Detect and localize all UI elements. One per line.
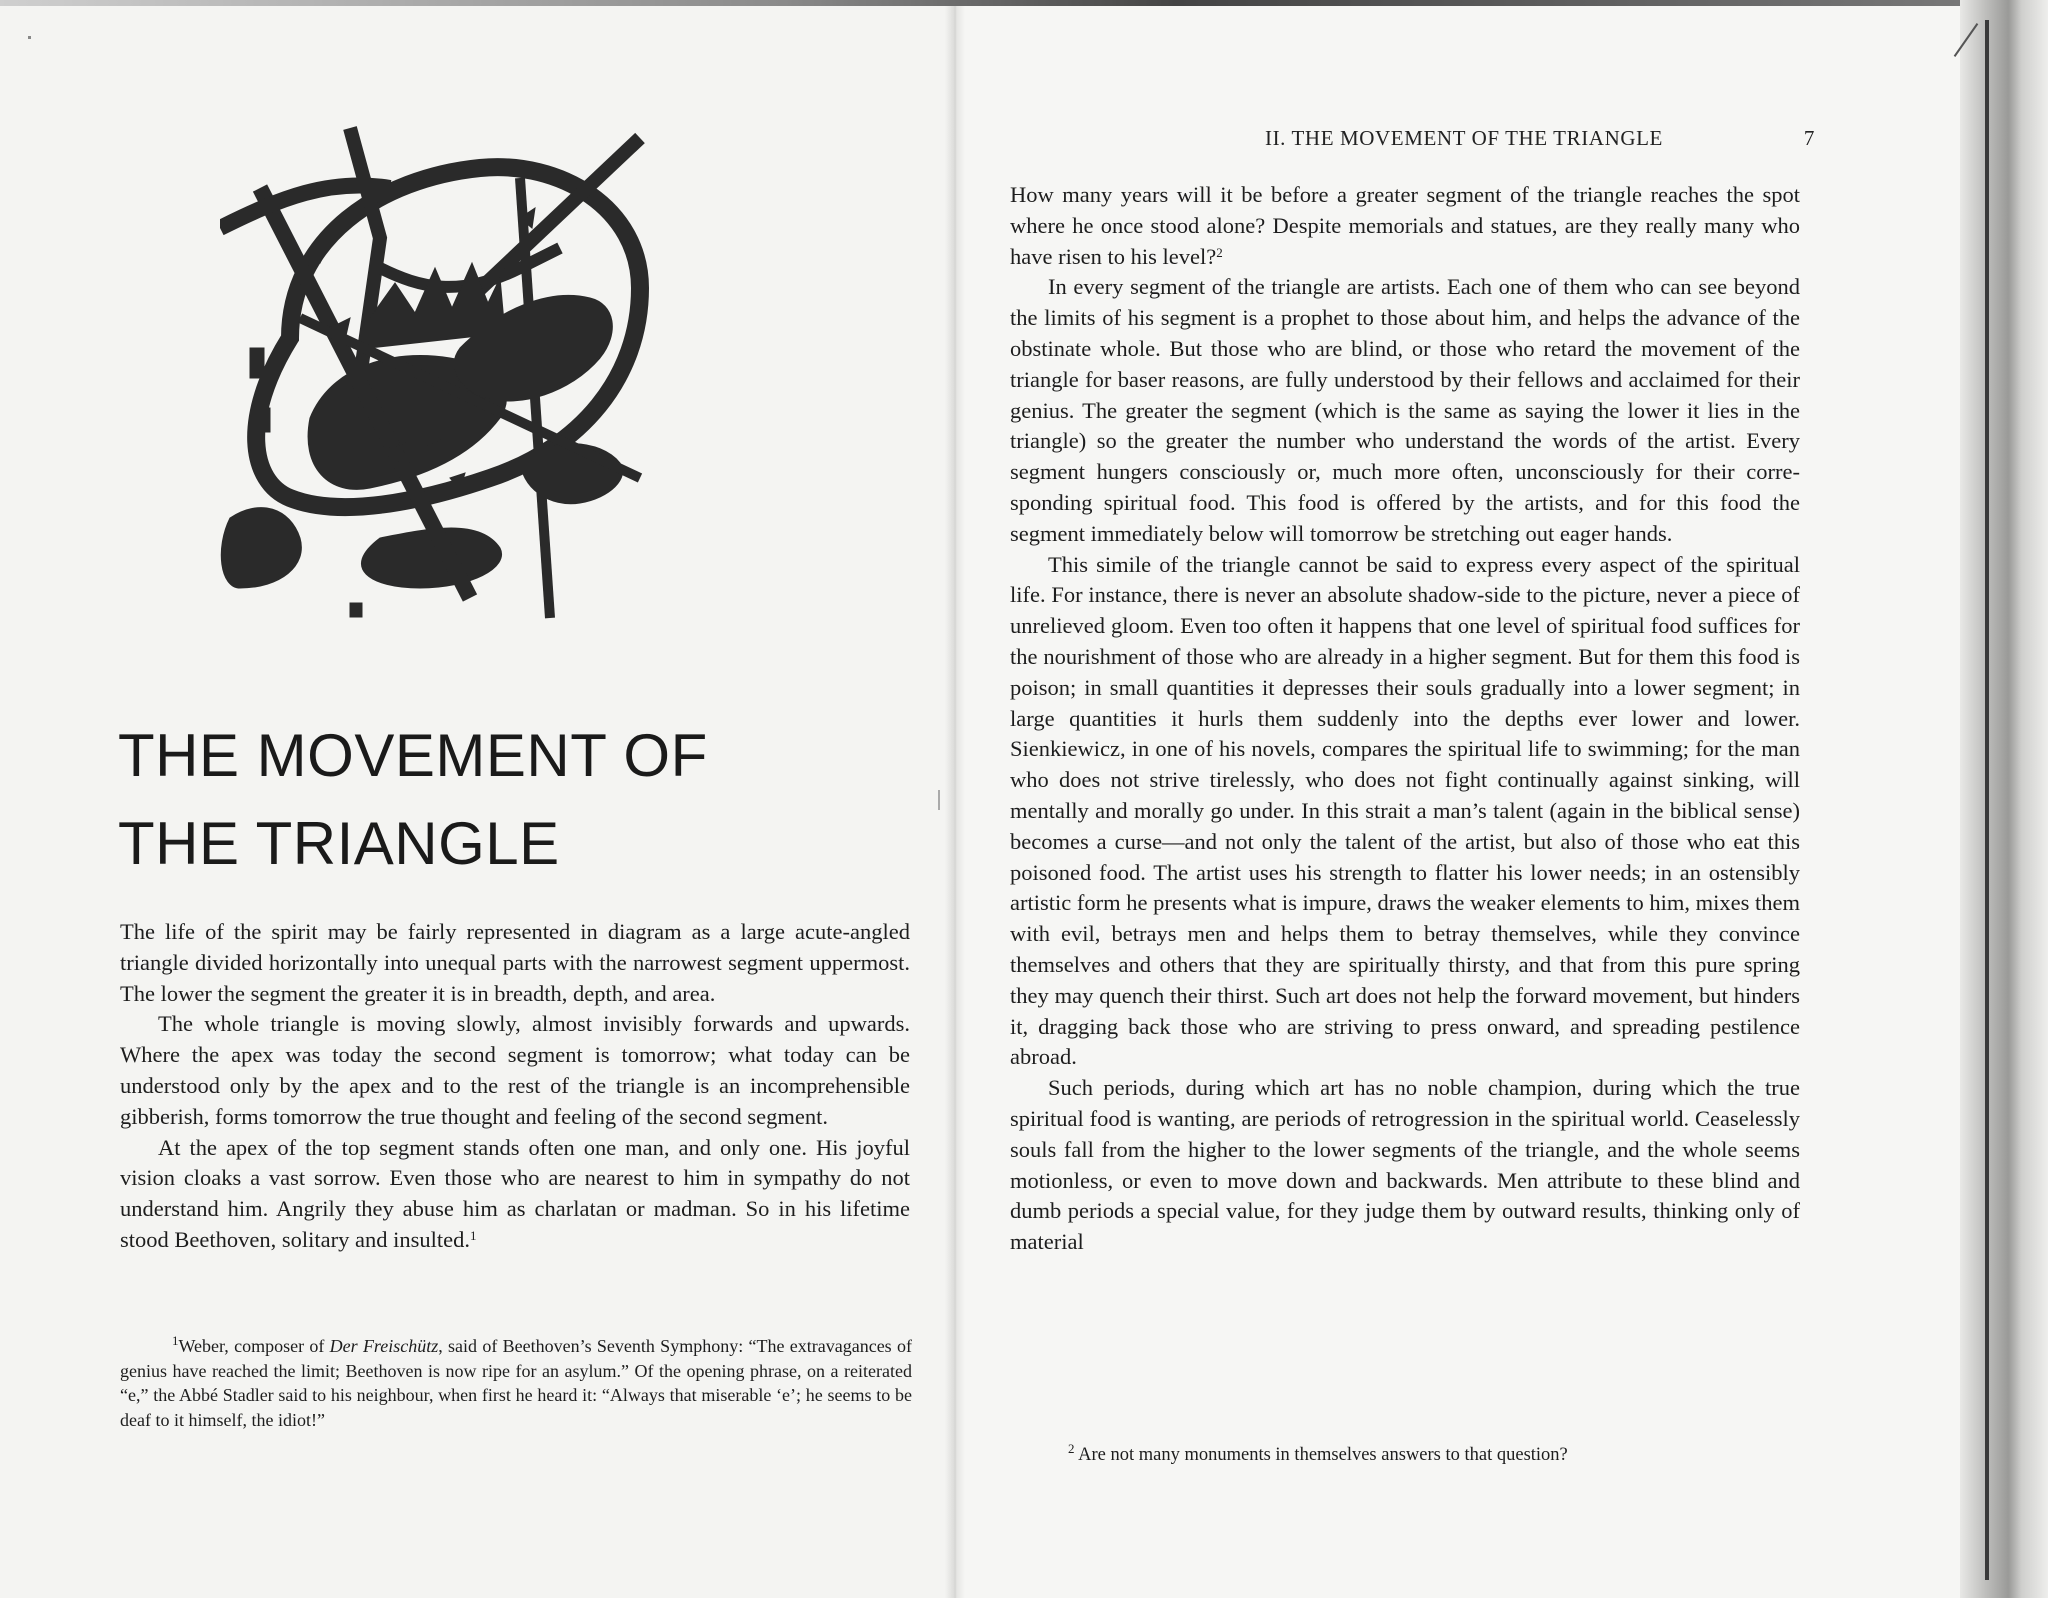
paragraph: The whole triangle is moving slowly, almost invisibly forwards and upwards. Where the apex was today the second segment is tomorrow; what today can be understood only by the apex and to the rest of the triangle is an incomprehensible gibberish, forms tomorrow the true thought and feeling of the second segment.: [120, 1011, 910, 1129]
scan-mark: [28, 36, 31, 39]
paragraph-text: At the apex of the top segment stands often one man, and only one. His joyful vision cloaks a vast sorrow. Even those who are nearest to him in sympathy do not understand him. Angrily they abuse him as charlatan or madman. So in his lifetime stood Beethoven, solitary and insulted.: [120, 1134, 910, 1252]
paragraph: [1010, 180, 1800, 272]
footnote-lead: Weber, composer of: [178, 1336, 330, 1356]
paragraph: The life of the spirit may be fairly represented in diagram as a large acute-angled triangle divided horizontally into unequal parts with the narrowest segment uppermost. The lower the segment the greater it is in breadth, depth, and area.: [120, 919, 910, 1006]
footnote-ref: 1: [469, 1227, 477, 1243]
running-head-title: II. THE MOVEMENT OF THE TRIANGLE: [1265, 126, 1663, 150]
footnote-text: [120, 1334, 912, 1432]
chapter-title: [118, 712, 938, 888]
scan-mark: [938, 790, 940, 810]
left-footnote: [120, 1334, 912, 1432]
footnote-mark: 2: [1068, 1441, 1075, 1456]
paragraph: Such periods, during which art has no noble champion, during which the true spiritual food is wanting, are periods of retrogression in the spiritual world. Ceaselessly souls fall from the higher to the lower segments of the triangle, and the whole seems motionless, or even to move down and backwards. Men attribute to these blind and dumb periods a special value, for they judge them by outward results, thinking only of material: [1010, 1075, 1800, 1255]
scanner-edge: [1960, 0, 2048, 1598]
woodcut-illustration: [220, 118, 660, 628]
chapter-title-line-2: THE TRIANGLE: [118, 810, 560, 877]
right-footnote: [1068, 1443, 1828, 1467]
scanner-edge-line: [1985, 20, 1989, 1580]
chapter-title-line-1: THE MOVEMENT OF: [118, 722, 708, 789]
paragraph: In every segment of the triangle are artists. Each one of them who can see beyond the limits of his segment is a prophet to those about him, and helps the advance of the obstinate whole. But those who are blind, or those who retard the movement of the triangle for baser reasons, are fully understood by their fellows and acclaimed for their genius. The greater the segment (which is the same as saying the lower it lies in the triangle) so the greater the number who understand the words of the artist. Every segment hungers consciously or, much more often, unconsciously for their corresponding spiritual food. This food is offered by the artists, and for this food the segment immediately below will tomorrow be stretching out eager hands.: [1010, 274, 1800, 546]
paragraph-text: How many years will it be before a greater segment of the triangle reaches the spot where he once stood alone? Despite memorials and statues, are they really many who have risen to his level?: [1010, 182, 1800, 269]
book-gutter: [945, 6, 965, 1598]
footnote-work-title: Der Freischütz: [329, 1336, 439, 1356]
paragraph: [120, 1133, 910, 1256]
footnote-text: Are not many monuments in themselves answers to that question?: [1078, 1445, 1568, 1465]
paragraph: This simile of the triangle cannot be said to express every aspect of the spiritual life. For instance, there is never an absolute shadow-side to the picture, never a piece of unrelieved gloom. Even too often it happens that one level of spiritual food suffices for the nourishment of those who are already in a higher segment. But for them this food is poison; in small quantities it depresses their souls gradually into a lower segment; in large quantities it hurls them suddenly into the depths ever lower and lower. Sienkiewicz, in one of his novels, compares the spiritual life to swimming; for the man who does not strive tirelessly, who does not fight continually against sinking, will mentally and morally go under. In this strait a man’s talent (again in the biblical sense) becomes a curse—and not only the talent of the artist, but also of those who eat this poisoned food. The artist uses his strength to flatter his lower needs; in an ostensibly artistic form he presents what is impure, draws the weaker elements to him, mixes them with evil, betrays men and helps them to betray themselves, while they convince themselves and others that they are spiritually thirsty, and that from this pure spring they may quench their thirst. Such art does not help the forward movement, but hinders it, dragging back those who are striving to press onward, and spreading pestilence abroad.: [1010, 551, 1800, 1070]
left-page-body: [120, 917, 910, 1256]
running-head: [1265, 126, 1815, 151]
footnote-mark: 1: [172, 1333, 179, 1348]
page-number: 7: [1803, 126, 1815, 150]
footnote-ref: 2: [1216, 244, 1223, 260]
footnote-rest: , said of Beethoven’s Seventh Symphony: “The extravagances of genius have reached the limit; Beethoven is now ripe for an asylum.” Of the opening phrase, on a reiterated “e,” the Abbé Stadler said to his neighbour, when first he heard it: “Always that miserable ‘e’; he seems to be deaf to it himself, the idiot!”: [120, 1336, 912, 1430]
right-page-body: [1010, 180, 1800, 1258]
